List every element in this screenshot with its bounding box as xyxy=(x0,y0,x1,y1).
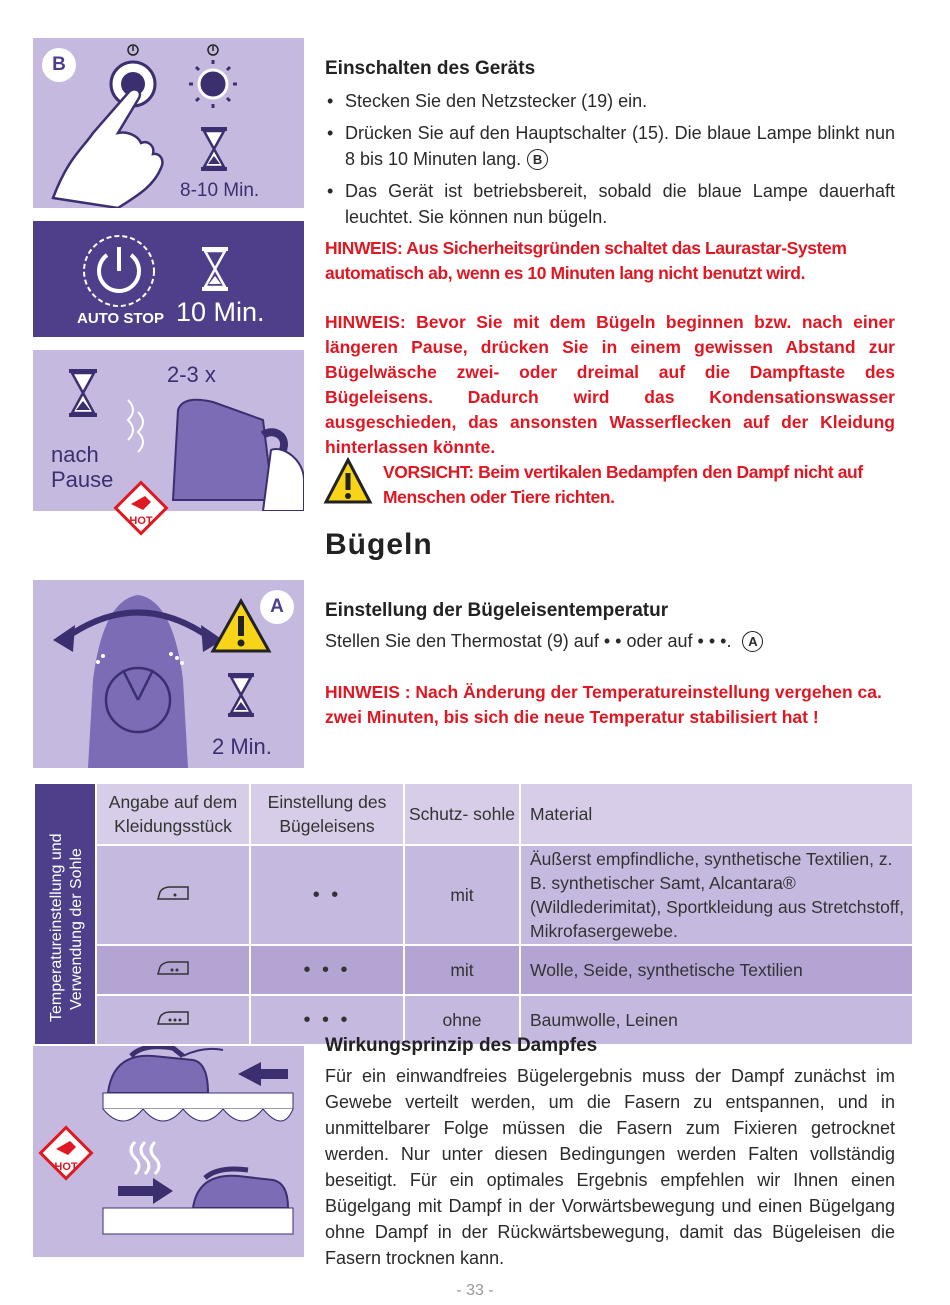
iron-two-dots-icon xyxy=(96,945,250,995)
pause-label-line1: nach xyxy=(51,442,99,467)
badge-a: A xyxy=(260,590,294,624)
section-title: Wirkungsprinzip des Dampfes xyxy=(325,1035,598,1056)
duration-label: 8-10 Min. xyxy=(180,180,260,201)
iron-forward-icon xyxy=(193,1176,288,1208)
header-iron-setting: Einstellung des Bügeleisens xyxy=(250,783,404,845)
steam-count: 2-3 x xyxy=(167,362,216,387)
hot-label: HOT xyxy=(129,515,153,527)
ref-circle-a: A xyxy=(742,631,763,652)
hourglass-icon xyxy=(199,126,229,172)
header-material: Material xyxy=(520,783,913,845)
table-row xyxy=(34,945,913,995)
section-temperature xyxy=(325,600,895,730)
panel-thermostat xyxy=(33,580,304,768)
badge-b: B xyxy=(42,48,76,82)
blinking-light-icon xyxy=(188,38,288,138)
iron-setting-cell: • • • xyxy=(250,945,404,995)
section-title: Einstellung der Bügeleisentemperatur xyxy=(325,600,669,621)
steam-icon xyxy=(131,1142,159,1174)
iron-setting-cell: • • • xyxy=(250,995,404,1045)
material-cell: Wolle, Seide, synthetische Textilien xyxy=(520,945,913,995)
iron-one-dot-icon xyxy=(96,845,250,945)
arrow-right-icon xyxy=(118,1178,173,1204)
side-label-svg xyxy=(35,790,95,1032)
hourglass-icon xyxy=(200,246,230,292)
table-row xyxy=(34,845,913,945)
auto-stop-icon xyxy=(81,233,157,309)
hourglass-icon xyxy=(226,672,256,718)
auto-stop-duration: 10 Min. xyxy=(176,297,265,327)
warning-triangle-icon xyxy=(210,598,272,654)
sole-cell: ohne xyxy=(404,995,520,1045)
section-title: Einschalten des Geräts xyxy=(325,58,536,79)
page-heading: Bügeln xyxy=(325,528,433,561)
setting-two-dots: • • xyxy=(603,631,622,651)
note-condensation: HINWEIS: Bevor Sie mit dem Bügeln beginnen bzw. nach einer längeren Pause, drücken Sie in einem gewissen Abstand zur Bügelwäsche zwei- oder dreimal auf die Dampftaste des Bügeleisens. Dadurch wird das Kondensationswasser ausgeschieden, das ansonsten Wasserflecken auf der Kleidung hinterlassen könnte. xyxy=(325,312,895,457)
temperature-table xyxy=(33,782,914,1046)
page-number: - 33 - xyxy=(456,1282,494,1299)
hourglass-icon xyxy=(67,368,99,418)
sole-cell: mit xyxy=(404,845,520,945)
hot-label: HOT xyxy=(54,1161,78,1173)
iron-three-dots-icon xyxy=(96,995,250,1045)
hot-hand-warning-icon xyxy=(37,1124,95,1192)
side-label-line2: Verwendung der Sohle xyxy=(68,848,85,1010)
ref-circle-b: B xyxy=(527,149,548,170)
instruction-text: Stellen Sie den Thermostat (9) auf xyxy=(325,631,599,651)
temp-duration: 2 Min. xyxy=(212,734,272,759)
panel-power-on xyxy=(33,38,304,208)
setting-three-dots: • • •. xyxy=(697,631,732,651)
note-auto-off: HINWEIS: Aus Sicherheitsgründen schaltet das Laurastar-System automatisch ab, wenn es 10 Minuten lang nicht benutzt wird. xyxy=(325,238,847,283)
bullet-text: Drücken Sie auf den Hauptschalter (15). Die blaue Lampe blinkt nun 8 bis 10 Minuten lang. xyxy=(345,123,895,169)
thermostat-dial-icon xyxy=(53,590,223,768)
hot-hand-warning-icon xyxy=(113,480,169,546)
note-temperature: HINWEIS : Nach Änderung der Temperatureinstellung vergehen ca. zwei Minuten, bis sich die neue Temperatur stabilisiert hat ! xyxy=(325,682,882,727)
thermostat-instruction xyxy=(325,628,895,654)
bullet-list xyxy=(325,88,895,230)
caution-text: VORSICHT: Beim vertikalen Bedampfen den Dampf nicht auf Menschen oder Tiere richten. xyxy=(383,462,863,507)
auto-stop-label: AUTO STOP xyxy=(77,310,164,327)
section-steam-principle xyxy=(325,1035,895,1271)
panel-auto-stop xyxy=(33,221,304,337)
header-protective-sole: Schutz- sohle xyxy=(404,783,520,845)
bullet-item xyxy=(325,120,895,172)
warning-triangle-icon xyxy=(323,457,373,505)
steam-principle-text: Für ein einwandfreies Bügelergebnis muss der Dampf zunächst im Gewebe verteilt werden, um die Fasern zu entspannen, und in unmittelbarer Folge müssen die Fasern zum Fixieren getrocknet werden. Nur unter diesen Bedingungen werden Falten vollständig beseitigt. Für ein optimales Ergebnis empfehlen wir Ihnen einen Bügelgang mit Dampf in der Vorwärtsbewegung und einen Bügelgang ohne Dampf in der Rückwärtsbewegung, damit das Bügeleisen die Fasern trocknen kann. xyxy=(325,1066,895,1268)
table-side-label xyxy=(34,783,96,1045)
pause-label xyxy=(51,442,113,492)
bullet-item: • Stecken Sie den Netzstecker (19) ein. xyxy=(325,88,895,114)
material-cell: Baumwolle, Leinen xyxy=(520,995,913,1045)
section-power-on xyxy=(325,58,895,460)
header-garment-label: Angabe auf dem Kleidungsstück xyxy=(96,783,250,845)
material-cell: Äußerst empfindliche, synthetische Textilien, z. B. synthetischer Samt, Alcantara® (Wildlederimitat), Sportkleidung aus Stretchstoff, Mikrofasergewebe. xyxy=(520,845,913,945)
table-header-row xyxy=(34,783,913,845)
iron-setting-cell: • • xyxy=(250,845,404,945)
bullet-item: • Das Gerät ist betriebsbereit, sobald die blaue Lampe dauerhaft leuchtet. Sie können nun bügeln. xyxy=(325,178,895,230)
side-label-line1: Temperatureinstellung und xyxy=(48,833,65,1022)
arrow-left-icon xyxy=(238,1062,288,1086)
pause-label-line2: Pause xyxy=(51,467,114,492)
instruction-or: oder auf xyxy=(626,631,693,651)
sole-cell: mit xyxy=(404,945,520,995)
